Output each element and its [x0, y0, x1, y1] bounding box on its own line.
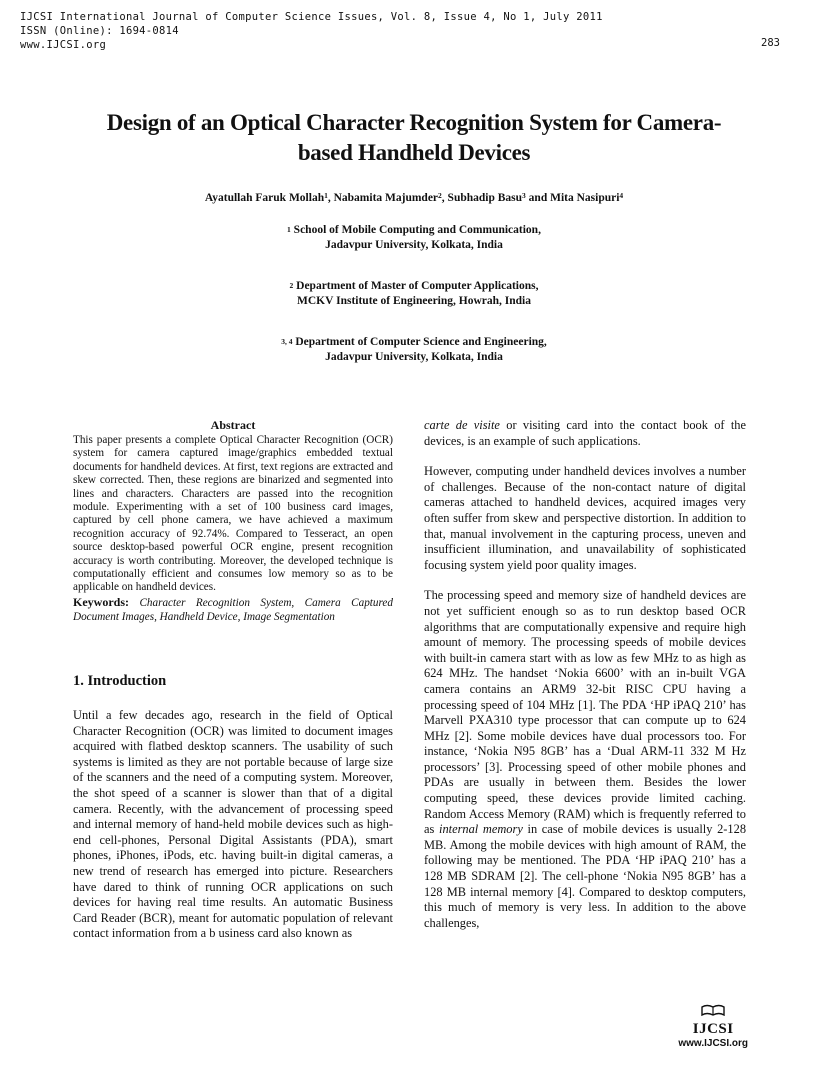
affiliation-2-line-2: MCKV Institute of Engineering, Howrah, India	[297, 295, 531, 307]
introduction-text: Until a few decades ago, research in the field of Optical Character Recognition (OCR) was limited to document images acquired with flatbed desktop scanners. The usability of such systems is limited as they are not portable because of large size of the scanners and the need of a computing system. Moreover, the shot speed of a scanner is slower than that of a digital camera. Recently, with the advancement of processing speed and internal memory of hand-held mobile devices such as high-end cell-phones, Personal Digital Assistants (PDA), smart phones, iPhones, iPods, etc. having built-in digital cameras, a new trend of research has emerged into picture. Researchers have dared to think of running OCR applications on such devices for having real time results. An automatic Business Card Reader (BCR), meant for automatic population of relevant contact information from a b usiness card also known as	[73, 708, 393, 941]
title-line-1: Design of an Optical Character Recognition System for Camera-	[106, 110, 722, 135]
abstract-heading: Abstract	[210, 418, 256, 432]
author-separator: and	[525, 192, 551, 204]
paragraph-text: The processing speed and memory size of handheld devices are not yet sufficient enough so as to run desktop based OCR algorithms that are computationally expensive and require high amount of memory. The processing speeds of mobile devices with built-in camera start with as low as few MHz to as high as 624 MHz. The handset ‘Nokia 6600’ with an in-built VGA camera contains an ARM9 32-bit RISC CPU having a processing speed of 104 MHz [1]. The PDA ‘HP iPAQ 210’ has Marvell PXA310 type processor that can compute up to 624 MHz [2]. Some mobile devices have dual processors too. For instance, ‘Nokia N95 8GB’ has a ‘Dual ARM-11 332 M Hz processors’ [3]. Processing speed of other mobile phones and PDAs are usually in between them. Besides the lower computing speed, these devices provide limited caching. Random Access Memory (RAM) which is frequently referred to as	[424, 588, 746, 837]
author-4: Mita Nasipuri	[550, 192, 620, 204]
book-icon	[700, 1004, 726, 1016]
right-paragraph-1	[424, 418, 746, 449]
italic-term: internal memory	[439, 822, 523, 837]
affiliation-2-line-1: Department of Master of Computer Applications,	[296, 280, 539, 292]
right-column	[424, 418, 746, 931]
affiliation-2	[60, 279, 768, 309]
author-3-sup: 3	[522, 191, 526, 200]
affiliation-1	[60, 223, 768, 253]
keywords-text: Character Recognition System, Camera Captured Document Images, Handheld Device, Image Segmentation	[73, 596, 393, 623]
page-number: 283	[761, 37, 780, 49]
author-1: Ayatullah Faruk Mollah	[204, 192, 325, 204]
affiliation-2-sup: 2	[289, 281, 294, 290]
affiliation-3-sup: 3, 4	[281, 337, 293, 346]
keywords-label: Keywords:	[73, 594, 129, 609]
affiliation-1-line-1: School of Mobile Computing and Communication,	[293, 224, 541, 236]
footer-site: www.IJCSI.org	[678, 1038, 748, 1049]
right-paragraph-3	[424, 588, 746, 931]
affiliation-3	[60, 335, 768, 365]
paper-title	[60, 108, 768, 168]
site-line: www.IJCSI.org	[20, 39, 107, 51]
left-column	[73, 418, 393, 624]
affiliation-1-line-2: Jadavpur University, Kolkata, India	[325, 239, 503, 251]
publisher-logo	[678, 1003, 748, 1049]
affiliation-3-line-2: Jadavpur University, Kolkata, India	[325, 351, 503, 363]
logo-text: IJCSI	[692, 1021, 734, 1037]
author-1-sup: 1	[324, 191, 328, 200]
author-3: Subhadip Basu	[447, 192, 523, 204]
running-header	[20, 10, 603, 52]
author-2: Nabamita Majumder	[333, 192, 439, 204]
author-separator: ,	[441, 192, 448, 204]
journal-line: IJCSI International Journal of Computer Science Issues, Vol. 8, Issue 4, No 1, July 2011	[20, 11, 603, 23]
paragraph-text: or visiting card into the contact book of the devices, is an example of such applications.	[424, 418, 746, 448]
author-separator: ,	[327, 192, 334, 204]
author-4-sup: 4	[619, 191, 624, 200]
italic-term: carte de visite	[424, 418, 500, 432]
introduction-section	[73, 673, 393, 942]
affiliation-1-sup: 1	[287, 225, 291, 234]
title-line-2: based Handheld Devices	[297, 140, 531, 165]
right-paragraph-2: However, computing under handheld devices involves a number of challenges. Because of the non-contact nature of digital cameras attached to handheld devices, acquired images very often suffer from skew and perspective distortion. In addition to that, manual involvement in the capturing process, uneven and insufficient illumination, and unavailability of sophisticated focusing system yield poor quality images.	[424, 464, 746, 572]
author-list	[60, 192, 768, 204]
abstract-text: This paper presents a complete Optical Character Recognition (OCR) system for camera captured image/graphics embedded textual documents for handheld devices. At first, text regions are extracted and skew corrected. Then, these regions are binarized and segmented into lines and characters. Characters are passed into the recognition module. Experimenting with a set of 100 business card images, captured by cell phone camera, we have achieved a maximum recognition accuracy of 92.74%. Compared to Tesseract, an open source desktop-based powerful OCR engine, present recognition accuracy is worth contributing. Moreover, the developed technique is computationally efficient and consumes low memory so as to be applicable on handheld devices.	[73, 434, 393, 594]
section-heading-introduction: 1. Introduction	[73, 673, 167, 689]
issn-line: ISSN (Online): 1694-0814	[20, 25, 179, 37]
author-2-sup: 2	[438, 191, 442, 200]
paragraph-text: in case of mobile devices is usually 2-128 MB. Among the mobile devices with high amount of RAM, the following may be mentioned. The PDA ‘HP iPAQ 210’ has a 128 MB SDRAM [2]. The cell-phone ‘Nokia N95 8GB’ has a 128 MB internal memory [4]. Compared to desktop computers, this much of memory is very less. In addition to the above challenges,	[424, 822, 747, 930]
affiliation-3-line-1: Department of Computer Science and Engineering,	[295, 336, 547, 348]
keywords	[73, 595, 393, 624]
